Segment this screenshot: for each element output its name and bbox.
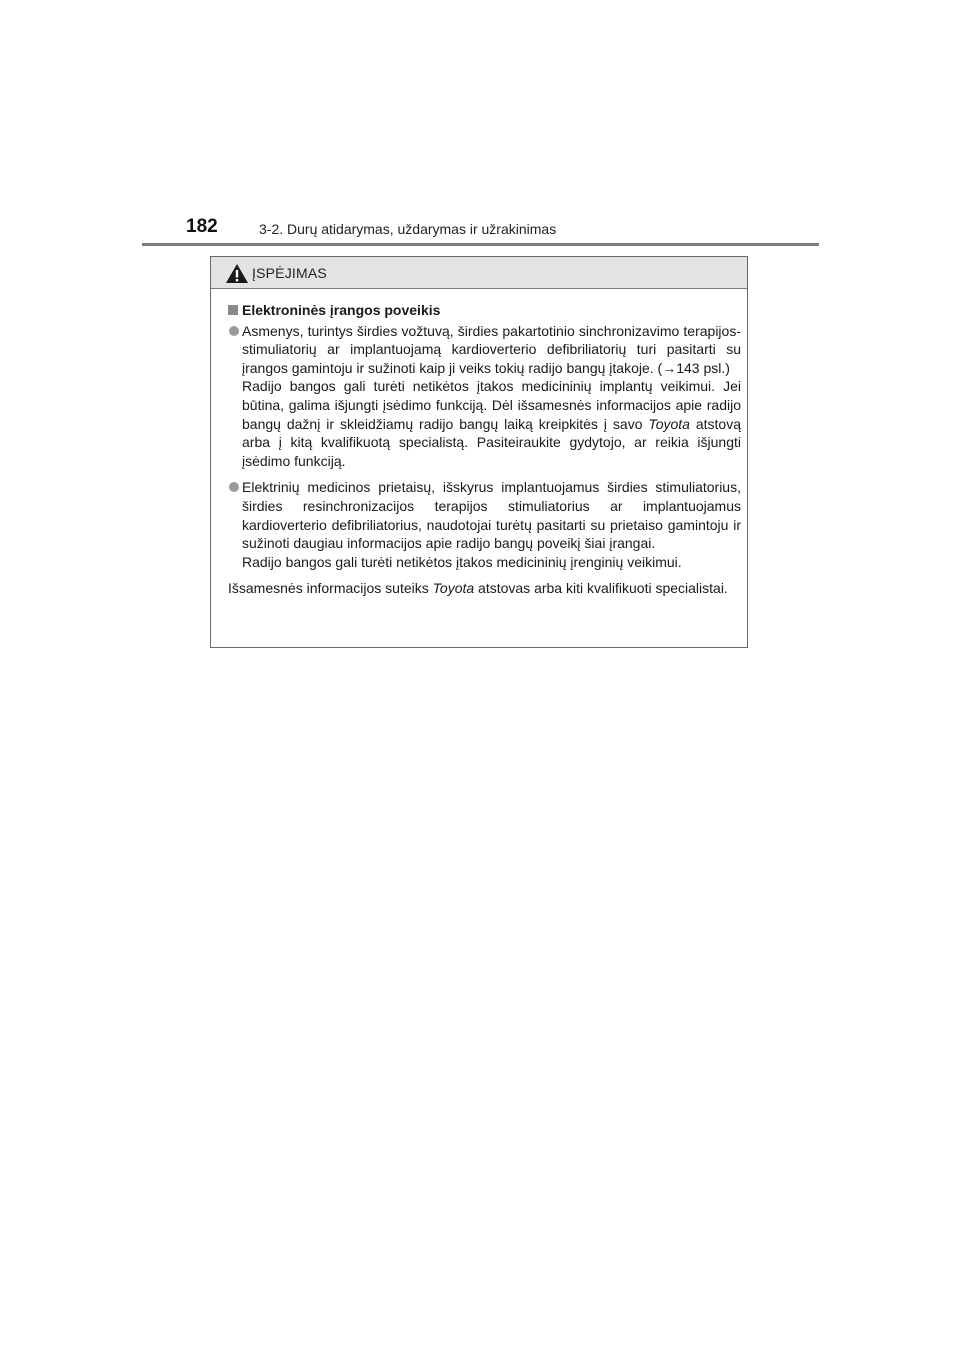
list-item — [228, 322, 741, 471]
warning-label: ĮSPĖJIMAS — [252, 265, 327, 281]
paragraph: Elektrinių medicinos prietaisų, išskyrus implantuojamus širdies stimuliatorius, širdies resinchronizacijos terapijos stimuliatorius ar implantuojamus kardioverterio defibriliatorius, naudotojai turėtų pasitarti su prietaiso gamintoju ir sužinoti daugiau informacijos apie radijo bangų poveikį šiai įrangai. — [242, 479, 741, 552]
warning-triangle-icon — [225, 263, 249, 284]
closing-paragraph: Išsamesnės informacijos suteiks Toyota atstovas arba kiti kvalifikuoti specialistai. — [228, 580, 728, 597]
brand-name: Toyota — [432, 580, 475, 597]
paragraph: Radijo bangos gali turėti netikėtos įtakos medicininių įrenginių veikimui. — [242, 553, 682, 570]
arrow-icon: → — [662, 359, 677, 376]
square-bullet-icon — [228, 305, 238, 315]
header-divider — [142, 243, 819, 246]
paragraph: Asmenys, turintys širdies vožtuvą, širdies pakartotinio sinchronizavimo terapijos-stimuliatorių ar implantuojamą kardioverterio defibriliatorių turi pasitarti su įrangos gamintoju ir sužinoti kaip ji veiks tokių radijo bangų įtakoje. (→143 psl.) — [242, 322, 741, 376]
subheading — [228, 301, 741, 320]
list-item — [228, 478, 741, 571]
section-title: 3-2. Durų atidarymas, uždarymas ir užrakinimas — [259, 221, 557, 237]
page-number: 182 — [186, 216, 218, 237]
warning-header — [211, 257, 747, 289]
paragraph: Radijo bangos gali turėti netikėtos įtakos medicininių implantų veikimui. Jei būtina, galima išjungti įsėdimo funkciją. Dėl išsamesnės informacijos apie radijo bangų dažnį ir skleidžiamų radijo bangų laiką kreipkitės į savo Toyota atstovą arba į kitą kvalifikuotą specialistą. Pasiteiraukite gydytojo, ar reikia išjungti įsėdimo funkciją. — [242, 378, 742, 469]
subheading-text: Elektroninės įrangos poveikis — [242, 302, 441, 318]
brand-name: Toyota — [648, 415, 690, 432]
warning-body — [211, 289, 747, 598]
circle-bullet-icon — [229, 482, 239, 492]
circle-bullet-icon — [229, 326, 239, 336]
warning-box — [210, 256, 748, 648]
